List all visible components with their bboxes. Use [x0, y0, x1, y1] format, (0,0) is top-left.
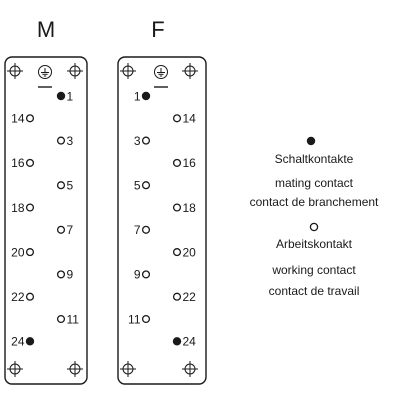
corner-screw-icon	[120, 63, 136, 79]
pin-field-male	[11, 89, 79, 348]
working-contact-circle-icon	[174, 293, 181, 300]
connector-male	[5, 17, 87, 384]
pin-label: 18	[11, 200, 25, 215]
working-contact-circle-icon	[174, 160, 181, 167]
pin-label: 11	[128, 312, 141, 327]
connector-title-female: F	[151, 17, 165, 42]
pin-label: 1	[133, 89, 141, 104]
mating-contact-dot-icon	[57, 92, 65, 100]
pin-label: 22	[11, 290, 25, 304]
legend	[250, 137, 379, 298]
legend-mating-label-fr: contact de branchement	[249, 195, 379, 209]
working-contact-circle-icon	[174, 204, 181, 211]
pin-label: 1	[66, 89, 74, 104]
pin-label: 24	[182, 334, 196, 349]
pin-label: 3	[66, 133, 74, 148]
legend-working-label-en: working contact	[272, 263, 356, 277]
working-contact-circle-icon	[143, 182, 150, 189]
connector-title-male: M	[36, 17, 56, 42]
corner-screw-icon	[67, 63, 83, 79]
working-contact-circle-icon	[143, 137, 150, 144]
pin-label: 20	[182, 245, 196, 260]
pin-label: 22	[182, 290, 196, 304]
working-contact-circle-icon	[174, 249, 181, 256]
working-contact-circle-icon	[143, 271, 150, 278]
corner-screw-icon	[67, 361, 83, 377]
corner-screw-icon	[120, 361, 136, 377]
mating-contact-dot-icon	[142, 92, 150, 100]
working-contact-circle-icon	[143, 316, 150, 323]
mating-contact-dot-icon	[26, 337, 34, 345]
pin-label: 5	[133, 178, 141, 193]
working-contact-circle-icon	[27, 160, 34, 167]
mating-contact-dot-icon	[173, 337, 181, 345]
working-contact-circle-icon	[143, 226, 150, 233]
corner-screw-icon	[182, 63, 198, 79]
pin-label: 16	[11, 156, 25, 171]
legend-mating-label-en: mating contact	[274, 176, 354, 190]
pin-label: 14	[182, 111, 196, 126]
pin-label: 3	[133, 133, 141, 148]
corner-screw-icon	[7, 361, 23, 377]
working-contact-circle-icon	[27, 204, 34, 211]
working-contact-circle-icon	[58, 316, 65, 323]
pin-label: 24	[11, 334, 25, 349]
pin-label: 20	[11, 245, 25, 260]
working-contact-circle-icon	[58, 226, 65, 233]
pin-label: 9	[133, 267, 141, 282]
protective-earth-icon	[154, 66, 168, 88]
pin-label: 5	[66, 178, 74, 193]
corner-screw-icon	[7, 63, 23, 79]
pin-label: 9	[66, 267, 74, 282]
pin-label: 14	[11, 111, 25, 126]
working-contact-circle-icon	[27, 293, 34, 300]
legend-working-label-fr: contact de travail	[268, 284, 360, 298]
legend-working-label-de: Arbeitskontakt	[275, 237, 353, 251]
corner-screw-icon	[182, 361, 198, 377]
pin-field-female	[128, 89, 196, 348]
legend-mating-label-de: Schaltkontakte	[274, 152, 354, 166]
working-contact-circle-icon	[58, 182, 65, 189]
pin-label: 7	[66, 223, 74, 238]
working-contact-circle-icon	[27, 115, 34, 122]
pin-label: 7	[133, 223, 141, 238]
protective-earth-icon	[38, 66, 52, 88]
legend-working-circle-icon	[310, 223, 317, 230]
pin-label: 11	[66, 312, 79, 327]
legend-mating-dot-icon	[307, 137, 315, 145]
working-contact-circle-icon	[174, 115, 181, 122]
working-contact-circle-icon	[58, 271, 65, 278]
pin-label: 18	[182, 200, 196, 215]
working-contact-circle-icon	[27, 249, 34, 256]
connector-female	[118, 17, 206, 384]
pin-label: 16	[182, 156, 196, 171]
working-contact-circle-icon	[58, 137, 65, 144]
